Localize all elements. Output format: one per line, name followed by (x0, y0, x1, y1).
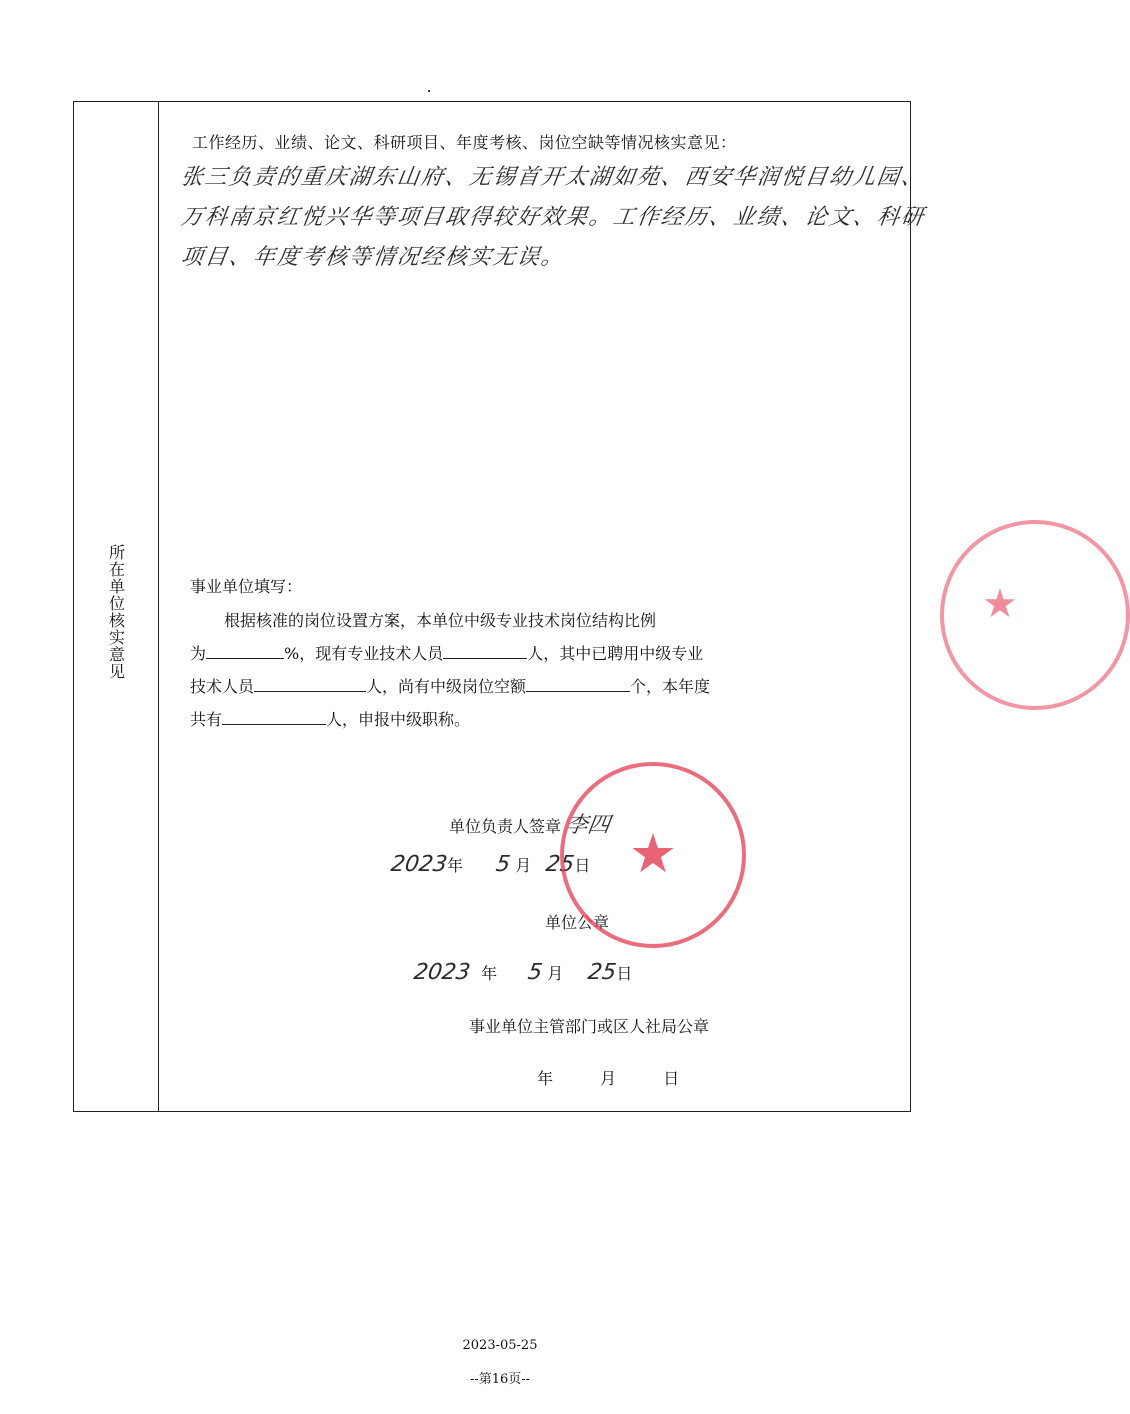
unit-seal-label: 单位公章 (545, 913, 610, 932)
company-seal (560, 762, 746, 948)
footer-page-number: --第16页-- (469, 1372, 531, 1387)
vacancy-count-blank[interactable] (526, 673, 630, 692)
hired-count-blank[interactable] (254, 673, 366, 692)
handwritten-day: 25 (544, 852, 577, 877)
fill-text: 个，本年度 (630, 677, 711, 696)
verification-form-table (73, 101, 927, 1112)
applicant-count-blank[interactable] (222, 706, 326, 725)
handwritten-signature: 李四 (564, 813, 612, 838)
institution-fill-heading: 事业单位填写： (190, 577, 303, 596)
verification-label: 工作经历、业绩、论文、科研项目、年度考核、岗位空缺等情况核实意见： (192, 133, 737, 152)
month-label: 月 (600, 1069, 617, 1088)
footer-date: 2023-05-25 (462, 1338, 538, 1353)
ratio-blank[interactable] (206, 640, 284, 659)
date-line-2 (414, 960, 632, 985)
fill-text: 人，申报中级职称。 (326, 710, 471, 729)
handwritten-line: 万科南京红悦兴华等项目取得较好效果。工作经历、业绩、论文、科研 (179, 205, 927, 230)
fill-text: 技术人员 (190, 677, 255, 696)
fill-text: 为 (190, 644, 207, 663)
year-label: 年 (481, 964, 498, 983)
handwritten-line: 项目、年度考核等情况经核实无误。 (179, 245, 567, 270)
fill-text: 共有 (190, 710, 223, 729)
month-label: 月 (547, 964, 564, 983)
form-content (159, 102, 927, 1111)
year-label: 年 (537, 1069, 554, 1088)
seal-star-icon: ★ (982, 581, 1018, 627)
seal-star-icon: ★ (628, 821, 678, 885)
dept-seal-label: 事业单位主管部门或区人社局公章 (469, 1017, 710, 1036)
handwritten-year: 2023 (412, 960, 472, 985)
fill-text: 人，尚有中级岗位空额 (366, 677, 527, 696)
year-label: 年 (447, 856, 464, 875)
handwritten-year: 2023 (389, 852, 449, 877)
handwritten-opinion (179, 158, 927, 278)
side-label: 所在单位核实意见 (106, 544, 126, 680)
fill-text: 根据核准的岗位设置方案，本单位中级专业技术岗位结构比例 (224, 611, 657, 630)
scan-dot (428, 90, 430, 92)
day-label: 日 (574, 856, 591, 875)
month-label: 月 (515, 856, 532, 875)
day-label: 日 (663, 1069, 680, 1088)
handwritten-month: 5 (494, 852, 512, 877)
handwritten-month: 5 (526, 960, 544, 985)
staff-count-blank[interactable] (443, 640, 527, 659)
institution-fill-paragraph (190, 604, 790, 736)
handwritten-line: 张三负责的重庆湖东山府、无锡首开太湖如苑、西安华润悦目幼儿园、 (179, 165, 927, 190)
responsible-label: 单位负责人签章 (449, 817, 562, 836)
fill-text: 人，其中已聘用中级专业 (527, 644, 704, 663)
partial-seal (940, 520, 1130, 710)
day-label: 日 (616, 964, 633, 983)
date-line-3 (537, 1066, 679, 1089)
handwritten-day: 25 (586, 960, 619, 985)
fill-text: %，现有专业技术人员 (284, 644, 444, 663)
